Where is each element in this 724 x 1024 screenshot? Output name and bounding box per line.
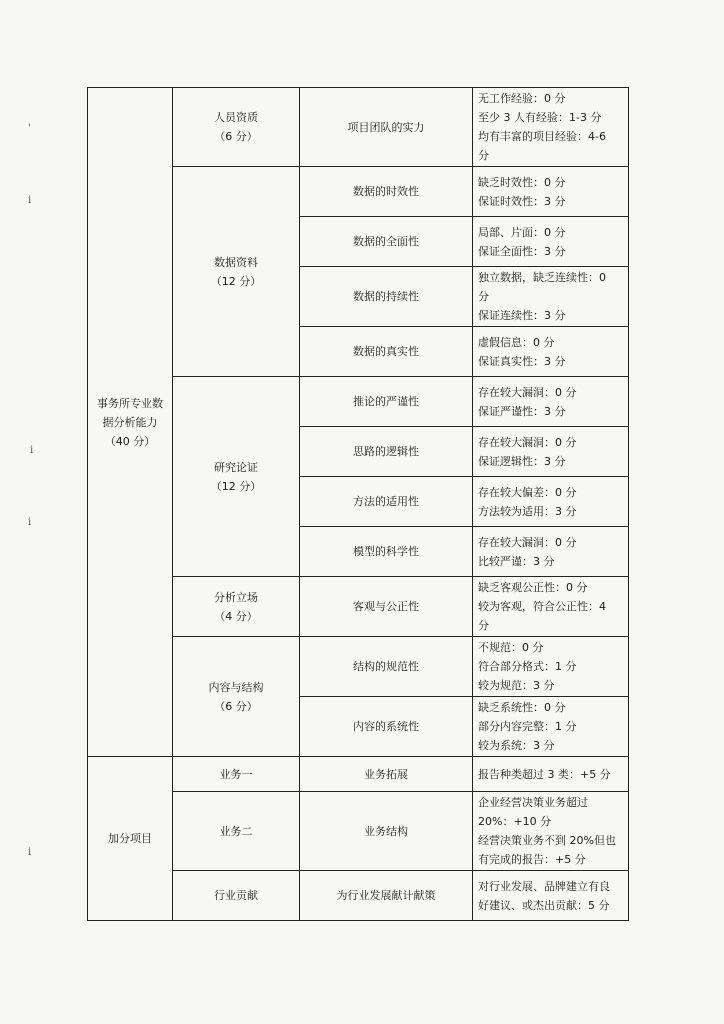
text-line: 分: [478, 619, 489, 632]
text-line: 保证逻辑性：3 分: [478, 454, 566, 468]
section-label-cell: [88, 88, 173, 757]
text-line: 报告种类超过 3 类：+5 分: [478, 767, 611, 781]
text-line: 存在较大漏洞：0 分: [478, 435, 577, 449]
item-name: 数据的持续性: [353, 290, 419, 303]
criteria-cell: [473, 527, 629, 577]
text-line: 人员资质: [214, 111, 258, 124]
text-line: 加分项目: [108, 832, 152, 845]
text-line: 据分析能力: [102, 415, 158, 429]
item-name: 项目团队的实力: [347, 120, 425, 134]
item-name: 方法的适用性: [353, 495, 419, 508]
text-line: 对行业发展、品牌建立有良: [478, 879, 610, 893]
text-line: 业务二: [219, 824, 253, 838]
text-line: 方法较为适用：3 分: [478, 504, 577, 518]
text-line: 研究论证: [214, 460, 258, 474]
criteria-cell: [473, 697, 629, 757]
text-line: 企业经营决策业务超过: [478, 796, 588, 809]
item-name-cell: [300, 427, 473, 477]
group-label-cell: [173, 577, 300, 637]
text-line: （12 分）: [210, 479, 262, 493]
text-line: 分: [478, 149, 489, 162]
margin-mark: ': [28, 123, 31, 134]
group-label-cell: [173, 871, 300, 921]
text-line: 分析立场: [214, 590, 258, 604]
text-line: 符合部分格式：1 分: [478, 660, 577, 673]
text-line: 缺乏时效性：0 分: [478, 175, 566, 189]
text-line: 保证严谨性：3 分: [478, 404, 566, 418]
criteria-cell: [473, 477, 629, 527]
text-line: 经营决策业务不到 20%但也: [478, 834, 616, 847]
text-line: 20%：+10 分: [478, 815, 552, 828]
criteria-cell: [473, 871, 629, 921]
criteria-cell: [473, 792, 629, 871]
criteria-cell: [473, 167, 629, 217]
text-line: 保证全面性：3 分: [478, 244, 566, 258]
text-line: 不规范：0 分: [478, 641, 544, 654]
text-line: 独立数据，缺乏连续性：0: [478, 271, 606, 284]
section-label-cell: [88, 757, 173, 921]
margin-mark: i: [30, 445, 34, 456]
group-label-cell: [173, 757, 300, 792]
text-line: 缺乏客观公正性：0 分: [478, 581, 588, 594]
table-row: [88, 757, 629, 792]
text-line: 保证连续性：3 分: [478, 309, 566, 322]
criteria-cell: [473, 88, 629, 167]
group-label-cell: [173, 637, 300, 757]
item-name-cell: [300, 871, 473, 921]
text-line: （12 分）: [210, 274, 262, 288]
item-name: 推论的严谨性: [353, 395, 419, 408]
item-name-cell: [300, 697, 473, 757]
item-name: 业务拓展: [364, 767, 408, 781]
text-line: 存在较大偏差：0 分: [478, 485, 577, 499]
group-label-cell: [173, 792, 300, 871]
text-line: 比较严谨：3 分: [478, 554, 555, 568]
text-line: 分: [478, 290, 489, 303]
text-line: 有完成的报告：+5 分: [478, 853, 586, 866]
text-line: （6 分）: [214, 699, 258, 713]
text-line: 好建议、或杰出贡献：5 分: [478, 898, 610, 912]
text-line: 事务所专业数: [97, 396, 163, 410]
item-name-cell: [300, 757, 473, 792]
text-line: 较为规范：3 分: [478, 679, 555, 692]
text-line: 虚假信息：0 分: [478, 335, 555, 349]
item-name: 业务结构: [364, 824, 408, 838]
text-line: （6 分）: [214, 130, 258, 143]
item-name-cell: [300, 267, 473, 327]
text-line: 缺乏系统性：0 分: [478, 701, 566, 714]
criteria-cell: [473, 327, 629, 377]
criteria-cell: [473, 267, 629, 327]
text-line: 较为客观，符合公正性：4: [478, 600, 606, 613]
item-name: 数据的全面性: [353, 235, 419, 248]
item-name: 内容的系统性: [353, 720, 419, 733]
group-label-cell: [173, 88, 300, 167]
criteria-cell: [473, 637, 629, 697]
item-name-cell: [300, 377, 473, 427]
criteria-cell: [473, 427, 629, 477]
text-line: （4 分）: [214, 609, 258, 623]
item-name: 客观与公正性: [353, 600, 419, 613]
item-name: 模型的科学性: [353, 545, 419, 558]
scoring-criteria-table: [87, 87, 629, 921]
text-line: （40 分）: [104, 434, 156, 448]
item-name-cell: [300, 477, 473, 527]
text-line: 较为系统：3 分: [478, 739, 555, 752]
text-line: 无工作经验：0 分: [478, 92, 566, 105]
text-line: 保证时效性：3 分: [478, 194, 566, 208]
item-name-cell: [300, 792, 473, 871]
text-line: 保证真实性：3 分: [478, 354, 566, 368]
criteria-cell: [473, 377, 629, 427]
item-name: 思路的逻辑性: [353, 445, 419, 458]
margin-mark: i: [28, 517, 32, 528]
text-line: 数据资料: [214, 255, 258, 269]
item-name-cell: [300, 217, 473, 267]
text-line: 业务一: [219, 767, 253, 781]
table-row: [88, 88, 629, 167]
text-line: 行业贡献: [214, 889, 258, 902]
item-name-cell: [300, 88, 473, 167]
item-name-cell: [300, 167, 473, 217]
item-name-cell: [300, 327, 473, 377]
margin-mark: i: [28, 847, 32, 858]
text-line: 局部、片面：0 分: [478, 225, 566, 239]
text-line: 至少 3 人有经验：1-3 分: [478, 111, 602, 124]
group-label-cell: [173, 167, 300, 377]
group-label-cell: [173, 377, 300, 577]
item-name-cell: [300, 527, 473, 577]
criteria-cell: [473, 577, 629, 637]
text-line: 内容与结构: [208, 680, 264, 694]
item-name: 为行业发展献计献策: [336, 889, 436, 902]
criteria-cell: [473, 217, 629, 267]
text-line: 存在较大漏洞：0 分: [478, 385, 577, 399]
item-name: 数据的时效性: [353, 185, 419, 198]
text-line: 部分内容完整：1 分: [478, 720, 577, 733]
margin-mark: i: [28, 195, 32, 206]
text-line: 存在较大漏洞：0 分: [478, 535, 577, 549]
criteria-cell: [473, 757, 629, 792]
item-name-cell: [300, 637, 473, 697]
item-name: 数据的真实性: [353, 345, 419, 358]
item-name: 结构的规范性: [353, 660, 419, 673]
item-name-cell: [300, 577, 473, 637]
text-line: 均有丰富的项目经验：4-6: [478, 130, 606, 143]
